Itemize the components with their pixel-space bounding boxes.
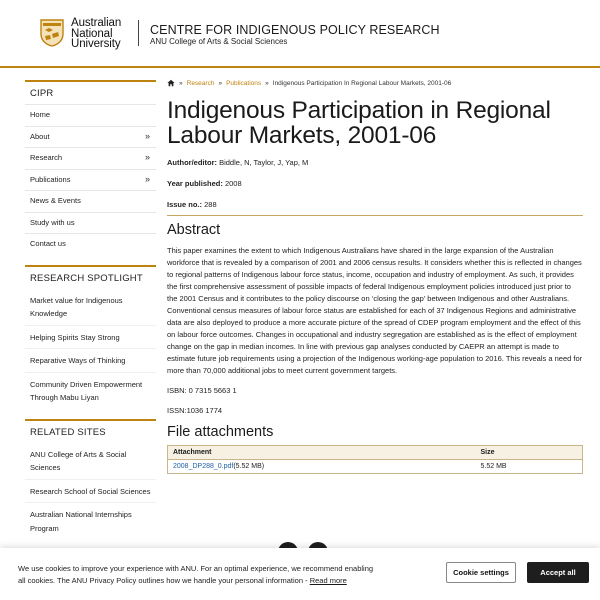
sidebar-item-label: Study with us	[30, 217, 75, 227]
breadcrumb-research[interactable]: Research	[186, 79, 215, 87]
main-content	[167, 76, 583, 474]
wordmark-line-1: Australian	[71, 17, 122, 29]
breadcrumb-separator: »	[218, 79, 223, 87]
related-site-link[interactable]: ANU College of Arts & Social Sciences	[25, 443, 156, 480]
sidebar-item-label: News & Events	[30, 196, 81, 205]
attachments-heading: File attachments	[167, 424, 274, 440]
cookie-message-text: all cookies. The ANU Privacy Policy outlines how we handle your personal information -	[18, 575, 308, 585]
cookie-banner	[0, 548, 600, 600]
college-subtitle-link[interactable]: ANU College of Arts & Social Sciences	[150, 37, 288, 46]
expand-chevron-icon[interactable]: »	[144, 130, 150, 141]
sidebar-item-study[interactable]	[25, 213, 156, 235]
header-divider	[138, 20, 139, 46]
related-sites	[25, 419, 156, 540]
spotlight-link[interactable]: Helping Spirits Stay Strong	[25, 326, 156, 350]
site-header	[0, 0, 600, 68]
table-row	[168, 460, 583, 474]
related-sites-heading: RELATED SITES	[30, 426, 106, 438]
issue-value: 288	[204, 200, 217, 209]
author-value: Biddle, N, Taylor, J, Yap, M	[219, 158, 309, 167]
research-spotlight	[25, 265, 156, 409]
sidebar	[25, 80, 156, 549]
accept-all-button[interactable]: Accept all	[527, 562, 589, 583]
breadcrumb-separator: »	[179, 79, 183, 87]
attachment-cell	[168, 460, 476, 474]
sidebar-item-label: Home	[30, 110, 51, 119]
attachments-table	[167, 445, 583, 474]
year-label: Year published:	[167, 179, 223, 188]
expand-chevron-icon[interactable]: »	[144, 152, 150, 162]
column-header-size: Size	[476, 446, 583, 460]
attachment-inline-size: (5.52 MB)	[233, 463, 265, 470]
issue-label: Issue no.:	[167, 200, 203, 209]
related-site-link[interactable]: Australian National Internships Program	[30, 510, 132, 533]
read-more-link[interactable]: Read more	[309, 575, 347, 585]
wordmark-line-3: University	[71, 38, 121, 50]
breadcrumb-publications[interactable]: Publications	[226, 79, 262, 87]
issn-text: ISSN:1036 1774	[167, 406, 223, 415]
spotlight-link[interactable]: Reparative Ways of Thinking	[25, 349, 156, 373]
cookie-settings-button[interactable]: Cookie settings	[446, 562, 516, 583]
spotlight-link[interactable]: Market value for Indigenous Knowledge	[25, 289, 156, 326]
sidebar-item-about[interactable]	[25, 127, 156, 149]
author-label: Author/editor:	[167, 158, 217, 167]
author-row	[167, 158, 583, 167]
cookie-message	[18, 563, 428, 586]
related-site-link[interactable]: Research School of Social Sciences	[25, 480, 156, 504]
cookie-message-line	[18, 575, 428, 587]
sidebar-item-label: Research	[30, 153, 63, 162]
sidebar-item-contact[interactable]	[25, 234, 156, 255]
section-divider	[167, 215, 583, 216]
breadcrumb-current: Indigenous Participation In Regional Labour Markets, 2001-06	[272, 79, 452, 87]
abstract-text: This paper examines the extent to which Indigenous Australians have shared in the large expansion of the Australian workforce that is revealed by a comparison of 2001 and 2006 census results. It considers whether this is reflected in changes to regional patterns of Indigenous labour force status, income, occupation and industry of employment. As such, it provides the first comprehensive assessment of possible impacts of federal Indigenous employment policies introduced just prior to the 2001 Census and it contributes to the policy discourse on ‘closing the gap’ between Indigenous and other Australians. Conventional census measures of labour force status are established for each of 37 Indigenous Regions and administrative data are also deployed to produce a more accurate picture of the spread of CDEP program employment and the effect of this on labour force outcomes. Changes in occupational and industry segregation are established as is the effect of employment change on the gap in median incomes. In line with previous gap analyses conducted by CAEPR an attempt is made to estimate future job requirements using a projection of the Indigenous working-age population to 2016. This reveals a need for more than 70,000 additional jobs to meet current government targets.	[167, 246, 583, 375]
sidebar-item-publications[interactable]	[25, 170, 156, 192]
sidebar-item-news-events[interactable]	[25, 191, 156, 213]
expand-chevron-icon[interactable]: »	[144, 173, 150, 184]
publication-meta	[167, 158, 583, 209]
breadcrumb-separator: »	[265, 79, 269, 87]
spotlight-heading: RESEARCH SPOTLIGHT	[30, 272, 143, 284]
sidebar-item-research[interactable]	[25, 148, 156, 170]
university-wordmark[interactable]	[71, 18, 121, 50]
year-value: 2008	[224, 179, 242, 188]
isbn-text: ISBN: 0 7315 5663 1	[167, 386, 237, 395]
attachment-size: 5.52 MB	[480, 463, 507, 470]
sidebar-item-label: Publications	[30, 174, 71, 184]
anu-crest-icon[interactable]	[40, 19, 64, 47]
spotlight-link[interactable]: Community Driven Empowerment Through Mabu Liyan	[30, 379, 143, 402]
centre-title-link[interactable]: CENTRE FOR INDIGENOUS POLICY RESEARCH	[150, 23, 440, 37]
breadcrumb	[167, 76, 583, 90]
abstract-heading: Abstract	[167, 222, 221, 238]
page-title: Indigenous Participation in Regional Labour Markets, 2001-06	[167, 97, 551, 149]
sidebar-item-label: Contact us	[30, 239, 66, 248]
sidebar-nav-heading[interactable]: CIPR	[25, 82, 156, 105]
home-icon[interactable]	[167, 79, 175, 87]
wordmark-line-2: National	[71, 27, 113, 40]
issue-row	[167, 200, 583, 209]
cookie-message-line: We use cookies to improve your experience with ANU. For an optimal experience, we recommend enabling	[18, 564, 374, 573]
attachment-file-link[interactable]: 2008_DP288_0.pdf	[173, 463, 234, 470]
year-row	[167, 179, 583, 188]
sidebar-nav	[25, 80, 156, 255]
sidebar-item-home[interactable]	[25, 105, 156, 127]
column-header-attachment: Attachment	[168, 446, 476, 460]
attachments-header-row	[168, 446, 583, 460]
sidebar-item-label: About	[30, 131, 50, 141]
